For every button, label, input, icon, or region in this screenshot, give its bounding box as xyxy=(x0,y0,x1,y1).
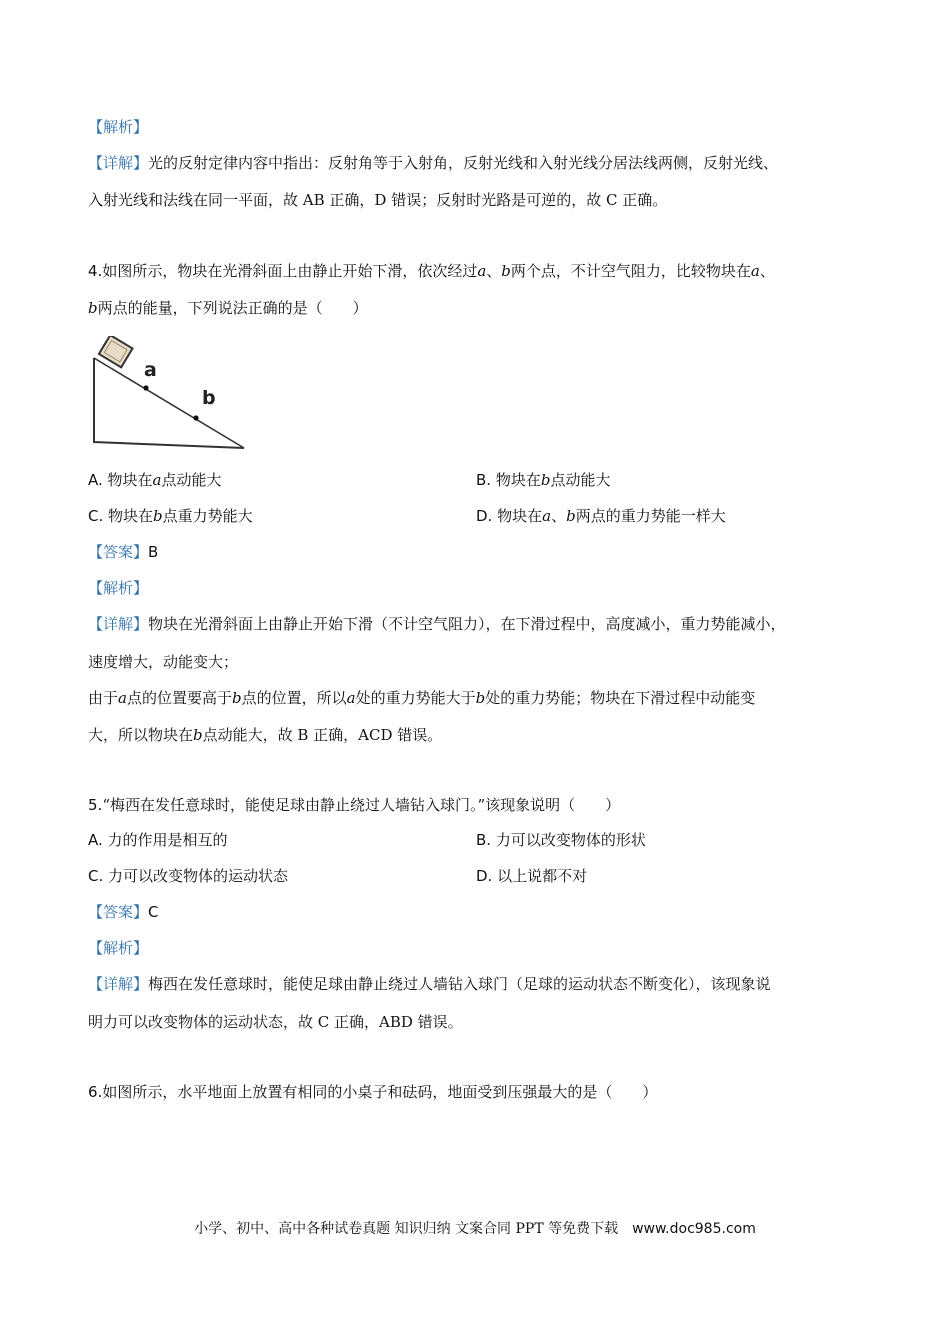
explanation-line xyxy=(88,688,755,708)
option-text: 点动能大 xyxy=(550,471,611,489)
answer-line xyxy=(88,902,159,922)
var-a: a xyxy=(477,262,487,280)
option-text: 两点的重力势能一样大 xyxy=(575,507,726,525)
question-text: 两个点，不计空气阻力，比较物块在 xyxy=(510,262,751,280)
footer-url[interactable]: www.doc985.com xyxy=(632,1221,756,1237)
explanation-text: 由于 xyxy=(88,689,119,707)
detail-tag: 【详解】 xyxy=(88,975,149,993)
detail-tag: 【详解】 xyxy=(88,615,149,633)
option-var: a xyxy=(542,507,552,525)
page-footer xyxy=(0,1219,950,1239)
analysis-tag: 【解析】 xyxy=(88,118,149,136)
option-text: 力可以改变物体的运动状态 xyxy=(103,867,289,885)
explanation-text: 处的重力势能；物块在下滑过程中动能变 xyxy=(485,689,756,707)
var-b: b xyxy=(88,299,98,317)
block-icon xyxy=(99,336,133,367)
var-b: b xyxy=(193,726,203,744)
question-4 xyxy=(88,261,775,281)
label-b: b xyxy=(202,387,216,409)
option-letter: C. xyxy=(88,867,104,885)
explanation-line xyxy=(88,974,771,994)
question-6 xyxy=(88,1082,657,1102)
option-letter: D. xyxy=(476,507,493,525)
option-b xyxy=(476,470,610,490)
option-text: 物块在 xyxy=(491,471,541,489)
question-4-line2 xyxy=(88,298,368,318)
option-d xyxy=(476,506,726,526)
label-a: a xyxy=(144,359,157,381)
explanation-text: 点的位置，所以 xyxy=(241,689,347,707)
option-var: b xyxy=(566,507,576,525)
option-letter: B. xyxy=(476,831,492,849)
point-b xyxy=(193,415,198,420)
question-number: 4. xyxy=(88,262,103,280)
answer-tag: 【答案】 xyxy=(88,543,149,561)
explanation-line: 入射光线和法线在同一平面，故 AB 正确，D 错误；反射时光路是可逆的，故 C 正确。 xyxy=(88,191,668,209)
option-d xyxy=(476,866,587,886)
footer-text: 小学、初中、高中各种试卷真题 知识归纳 文案合同 PPT 等免费下载 xyxy=(194,1221,619,1237)
analysis-tag: 【解析】 xyxy=(88,939,149,957)
point-a xyxy=(143,385,148,390)
explanation-line xyxy=(88,153,778,173)
question-text: 如图所示，水平地面上放置有相同的小桌子和砝码，地面受到压强最大的是（ ） xyxy=(102,1083,658,1101)
option-text: 物块在 xyxy=(492,507,543,525)
var-a: a xyxy=(118,689,127,707)
var-b: b xyxy=(501,262,511,280)
explanation-text: 梅西在发任意球时，能使足球由静止绕过人墙钻入球门（足球的运动状态不断变化），该现象说 xyxy=(148,975,771,993)
option-c xyxy=(88,506,253,526)
question-number: 5. xyxy=(88,796,103,814)
explanation-text: 处的重力势能大于 xyxy=(355,689,476,707)
explanation-text: 光的反射定律内容中指出：反射角等于入射角，反射光线和入射光线分居法线两侧，反射光线、 xyxy=(148,154,779,172)
option-letter: A. xyxy=(88,471,103,489)
answer-tag: 【答案】 xyxy=(88,903,149,921)
question-text: 两点的能量，下列说法正确的是（ ） xyxy=(97,299,368,317)
option-letter: D. xyxy=(476,867,493,885)
option-letter: A. xyxy=(88,831,103,849)
option-text: 、 xyxy=(551,507,567,525)
explanation-line xyxy=(88,614,786,634)
explanation-text: 点动能大，故 B 正确，ACD 错误。 xyxy=(202,726,443,744)
option-var: a xyxy=(152,471,162,489)
explanation-text: 大，所以物块在 xyxy=(88,726,194,744)
explanation-line xyxy=(88,725,442,745)
option-text: 点重力势能大 xyxy=(162,507,253,525)
option-text: 物块在 xyxy=(102,471,153,489)
option-b xyxy=(476,830,646,850)
incline-figure xyxy=(86,336,251,454)
answer-value: C xyxy=(148,903,159,921)
option-a xyxy=(88,830,228,850)
option-text: 物块在 xyxy=(103,507,154,525)
separator: 、 xyxy=(486,262,502,280)
separator: 、 xyxy=(759,262,775,280)
explanation-text: 物块在光滑斜面上由静止开始下滑（不计空气阻力），在下滑过程中，高度减小，重力势能减小， xyxy=(148,615,786,633)
var-a: a xyxy=(346,689,356,707)
answer-line xyxy=(88,542,158,562)
option-text: 力的作用是相互的 xyxy=(102,831,228,849)
explanation-line: 明力可以改变物体的运动状态，故 C 正确，ABD 错误。 xyxy=(88,1013,463,1031)
option-c xyxy=(88,866,288,886)
question-number: 6. xyxy=(88,1083,103,1101)
option-letter: C. xyxy=(88,507,104,525)
option-text: 力可以改变物体的形状 xyxy=(491,831,646,849)
option-text: 以上说都不对 xyxy=(492,867,588,885)
analysis-tag: 【解析】 xyxy=(88,579,149,597)
var-b: b xyxy=(231,689,242,707)
option-text: 点动能大 xyxy=(161,471,222,489)
option-var: b xyxy=(153,507,163,525)
option-a xyxy=(88,470,222,490)
question-text: “梅西在发任意球时，能使足球由静止绕过人墙钻入球门。”该现象说明（ ） xyxy=(102,796,621,814)
explanation-line: 速度增大，动能变大； xyxy=(88,653,239,671)
var-a: a xyxy=(750,262,760,280)
option-letter: B. xyxy=(476,471,492,489)
question-text: 如图所示，物块在光滑斜面上由静止开始下滑，依次经过 xyxy=(102,262,478,280)
var-b: b xyxy=(475,689,486,707)
explanation-text: 点的位置要高于 xyxy=(126,689,232,707)
option-var: b xyxy=(540,471,551,489)
question-5 xyxy=(88,795,620,815)
incline-surface xyxy=(94,358,244,448)
detail-tag: 【详解】 xyxy=(88,154,149,172)
answer-value: B xyxy=(148,543,159,561)
